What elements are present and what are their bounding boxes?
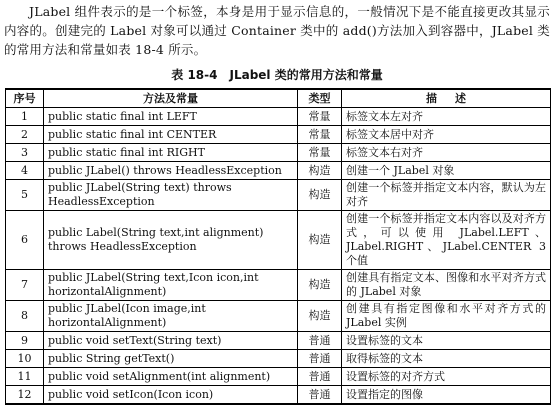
row-desc: 标签文本居中对齐 bbox=[342, 126, 551, 144]
row-seq: 8 bbox=[6, 301, 44, 332]
row-method: public static final int LEFT bbox=[44, 108, 298, 126]
row-method: public JLabel(Icon image,int horizontalAlignment) bbox=[44, 301, 298, 332]
row-desc: 取得标签的文本 bbox=[342, 350, 551, 368]
row-seq: 12 bbox=[6, 386, 44, 405]
row-kind: 构造 bbox=[298, 180, 342, 211]
row-kind: 普通 bbox=[298, 350, 342, 368]
row-desc: 创建一个标签并指定文本内容以及对齐方式，可以使用 JLabel.LEFT、JLabel.RIGHT、JLabel.CENTER 3 个值 bbox=[342, 211, 551, 270]
row-seq: 11 bbox=[6, 368, 44, 386]
row-seq: 7 bbox=[6, 270, 44, 301]
row-kind: 构造 bbox=[298, 270, 342, 301]
header-desc: 描述 bbox=[342, 89, 551, 108]
table-row bbox=[6, 368, 551, 386]
table-row bbox=[6, 270, 551, 301]
row-desc: 创建具有指定图像和水平对齐方式的 JLabel 实例 bbox=[342, 301, 551, 332]
row-seq: 10 bbox=[6, 350, 44, 368]
intro-paragraph: JLabel 组件表示的是一个标签，本身是用于显示信息的，一般情况下是不能直接更改其显示内容的。创建完的 Label 对象可以通过 Container 类中的 add()方法加入到容器中，JLabel 类的常用方法和常量如表 18-4 所示。 bbox=[4, 4, 550, 57]
table-row bbox=[6, 301, 551, 332]
row-desc: 设置指定的图像 bbox=[342, 386, 551, 405]
row-kind: 常量 bbox=[298, 108, 342, 126]
table-row bbox=[6, 211, 551, 270]
header-seq: 序号 bbox=[6, 89, 44, 108]
row-method: public static final int CENTER bbox=[44, 126, 298, 144]
row-kind: 普通 bbox=[298, 368, 342, 386]
row-seq: 2 bbox=[6, 126, 44, 144]
table-row bbox=[6, 162, 551, 180]
table-caption: 表 18-4 JLabel 类的常用方法和常量 bbox=[171, 68, 383, 82]
row-seq: 5 bbox=[6, 180, 44, 211]
row-method: public String getText() bbox=[44, 350, 298, 368]
row-desc: 创建一个标签并指定文本内容，默认为左对齐 bbox=[342, 180, 551, 211]
row-method: public JLabel() throws HeadlessException bbox=[44, 162, 298, 180]
row-kind: 构造 bbox=[298, 301, 342, 332]
row-kind: 普通 bbox=[298, 332, 342, 350]
row-method: public void setIcon(Icon icon) bbox=[44, 386, 298, 405]
row-desc: 设置标签的对齐方式 bbox=[342, 368, 551, 386]
row-seq: 4 bbox=[6, 162, 44, 180]
row-desc: 设置标签的文本 bbox=[342, 332, 551, 350]
row-method: public void setAlignment(int alignment) bbox=[44, 368, 298, 386]
jlabel-methods-table bbox=[5, 88, 551, 405]
table-row bbox=[6, 332, 551, 350]
row-kind: 构造 bbox=[298, 211, 342, 270]
row-kind: 构造 bbox=[298, 162, 342, 180]
row-method: public Label(String text,int alignment) throws HeadlessException bbox=[44, 211, 298, 270]
header-method: 方法及常量 bbox=[44, 89, 298, 108]
row-method: public JLabel(String text,Icon icon,int horizontalAlignment) bbox=[44, 270, 298, 301]
table-row bbox=[6, 180, 551, 211]
table-row bbox=[6, 386, 551, 405]
row-kind: 普通 bbox=[298, 386, 342, 405]
row-method: public JLabel(String text) throws HeadlessException bbox=[44, 180, 298, 211]
row-kind: 常量 bbox=[298, 126, 342, 144]
row-desc: 创建具有指定文本、图像和水平对齐方式的 JLabel 对象 bbox=[342, 270, 551, 301]
table-row bbox=[6, 350, 551, 368]
row-desc: 标签文本右对齐 bbox=[342, 144, 551, 162]
table-header-row bbox=[6, 89, 551, 108]
row-seq: 1 bbox=[6, 108, 44, 126]
row-desc: 创建一个 JLabel 对象 bbox=[342, 162, 551, 180]
row-seq: 6 bbox=[6, 211, 44, 270]
row-seq: 3 bbox=[6, 144, 44, 162]
row-kind: 常量 bbox=[298, 144, 342, 162]
row-method: public void setText(String text) bbox=[44, 332, 298, 350]
table-row bbox=[6, 144, 551, 162]
row-method: public static final int RIGHT bbox=[44, 144, 298, 162]
table-row bbox=[6, 126, 551, 144]
header-kind: 类型 bbox=[298, 89, 342, 108]
row-seq: 9 bbox=[6, 332, 44, 350]
table-row bbox=[6, 108, 551, 126]
row-desc: 标签文本左对齐 bbox=[342, 108, 551, 126]
